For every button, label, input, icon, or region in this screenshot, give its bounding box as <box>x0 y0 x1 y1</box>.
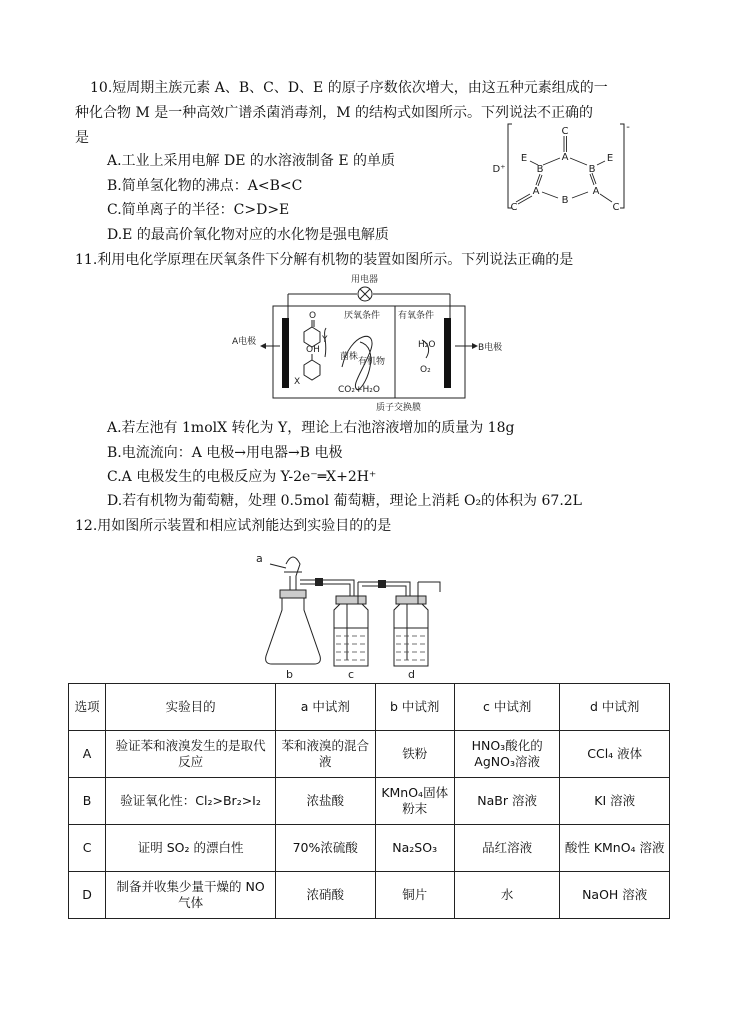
fig11-aerobic: 有氧条件 <box>398 311 435 321</box>
table-cell: 品红溶液 <box>454 825 560 872</box>
table-cell: 证明 SO₂ 的漂白性 <box>106 825 276 872</box>
table-cell: A <box>69 731 106 778</box>
table-cell: KI 溶液 <box>560 778 670 825</box>
table-cell: D <box>69 872 106 919</box>
table-cell: Na₂SO₃ <box>375 825 454 872</box>
table-cell: C <box>69 825 106 872</box>
q10-stem-line1: 10.短周期主族元素 A、B、C、D、E 的原子序数依次增大，由这五种元素组成的一 <box>90 80 608 96</box>
struct-label-b-left: B <box>536 164 544 175</box>
table-header: a 中试剂 <box>276 684 375 731</box>
q10-option-b: B.简单氢化物的沸点：A<B<C <box>107 178 303 194</box>
q11-electrochem-figure <box>230 272 520 412</box>
struct-label-e-right: E <box>606 153 614 164</box>
table-header: d 中试剂 <box>560 684 670 731</box>
table-row <box>69 872 670 919</box>
q11-stem: 11.利用电化学原理在厌氧条件下分解有机物的装置如图所示。下列说法正确的是 <box>75 252 574 268</box>
q10-stem-line2: 种化合物 M 是一种高效广谱杀菌消毒剂，M 的结构式如图所示。下列说法不正确的 <box>75 105 594 121</box>
table-row <box>69 731 670 778</box>
fig12-label-d: d <box>408 668 415 681</box>
table-header: b 中试剂 <box>375 684 454 731</box>
fig11-organic: 有机物 <box>358 357 386 367</box>
table-cell: HNO₃酸化的AgNO₃溶液 <box>454 731 560 778</box>
table-cell: 浓盐酸 <box>276 778 375 825</box>
fig12-label-c: c <box>348 668 355 681</box>
fig11-oh: OH <box>306 345 320 355</box>
table-cell: 铁粉 <box>375 731 454 778</box>
fig11-a-electrode: A电极 <box>232 337 257 347</box>
fig11-membrane: 质子交换膜 <box>376 403 422 412</box>
struct-label-a-left: A <box>532 186 540 197</box>
table-header: 选项 <box>69 684 106 731</box>
fig11-bacteria: 菌株 <box>340 352 359 362</box>
fig11-h2o: H₂O <box>418 340 436 350</box>
struct-label-c-left: C <box>510 202 518 212</box>
struct-label-c-top: C <box>561 126 569 137</box>
q10-option-d: D.E 的最高价氧化物对应的水化物是强电解质 <box>107 227 389 243</box>
table-cell: 酸性 KMnO₄ 溶液 <box>560 825 670 872</box>
fig11-anaerobic: 厌氧条件 <box>344 311 381 321</box>
struct-charge: - <box>626 122 630 133</box>
table-row <box>69 778 670 825</box>
table-cell: 70%浓硫酸 <box>276 825 375 872</box>
fig12-label-a: a <box>256 552 263 565</box>
table-cell: NaBr 溶液 <box>454 778 560 825</box>
fig12-label-b: b <box>286 668 293 681</box>
fig11-b-electrode: B电极 <box>478 343 503 353</box>
q10-structure-figure <box>490 120 640 212</box>
q10-option-c: C.简单离子的半径：C>D>E <box>107 202 290 218</box>
table-row <box>69 825 670 872</box>
q11-option-c: C.A 电极发生的电极反应为 Y-2e⁻═X+2H⁺ <box>107 469 377 485</box>
q11-option-b: B.电流流向：A 电极→用电器→B 电极 <box>107 445 343 461</box>
table-header-row <box>69 684 670 731</box>
struct-label-a-top: A <box>561 152 569 163</box>
q11-option-a: A.若左池有 1molX 转化为 Y，理论上右池溶液增加的质量为 18g <box>107 420 515 436</box>
struct-label-a-right: A <box>592 186 600 197</box>
table-cell: 制备并收集少量干燥的 NO 气体 <box>106 872 276 919</box>
table-cell: 验证氧化性：Cl₂>Br₂>I₂ <box>106 778 276 825</box>
table-cell: 浓硝酸 <box>276 872 375 919</box>
fig11-y: Y <box>322 335 328 345</box>
struct-label-b-right: B <box>588 164 596 175</box>
table-cell: B <box>69 778 106 825</box>
table-cell: 铜片 <box>375 872 454 919</box>
struct-label-b-bottom: B <box>561 195 569 206</box>
table-cell: CCl₄ 液体 <box>560 731 670 778</box>
table-cell: 验证苯和液溴发生的是取代反应 <box>106 731 276 778</box>
table-cell: KMnO₄固体粉末 <box>375 778 454 825</box>
fig11-o: O <box>309 311 317 321</box>
q12-table <box>68 683 670 919</box>
fig11-o2: O₂ <box>420 365 431 375</box>
table-cell: NaOH 溶液 <box>560 872 670 919</box>
table-cell: 水 <box>454 872 560 919</box>
fig11-co2-h2o: CO₂+H₂O <box>338 385 380 395</box>
q10-stem-line3: 是 <box>75 130 89 146</box>
struct-label-e-left: E <box>520 153 528 164</box>
q12-stem: 12.用如图所示装置和相应试剂能达到实验目的的是 <box>75 518 392 534</box>
table-header: 实验目的 <box>106 684 276 731</box>
table-cell: 苯和液溴的混合液 <box>276 731 375 778</box>
q12-apparatus-figure <box>250 540 450 682</box>
struct-cation: D⁺ <box>492 164 506 175</box>
q11-option-d: D.若有机物为葡萄糖，处理 0.5mol 葡萄糖，理论上消耗 O₂的体积为 67.2L <box>107 493 582 509</box>
struct-label-c-right: C <box>612 202 620 212</box>
table-header: c 中试剂 <box>454 684 560 731</box>
fig11-appliance: 用电器 <box>351 275 379 285</box>
fig11-x: X <box>294 377 301 387</box>
q10-option-a: A.工业上采用电解 DE 的水溶液制备 E 的单质 <box>107 153 396 169</box>
